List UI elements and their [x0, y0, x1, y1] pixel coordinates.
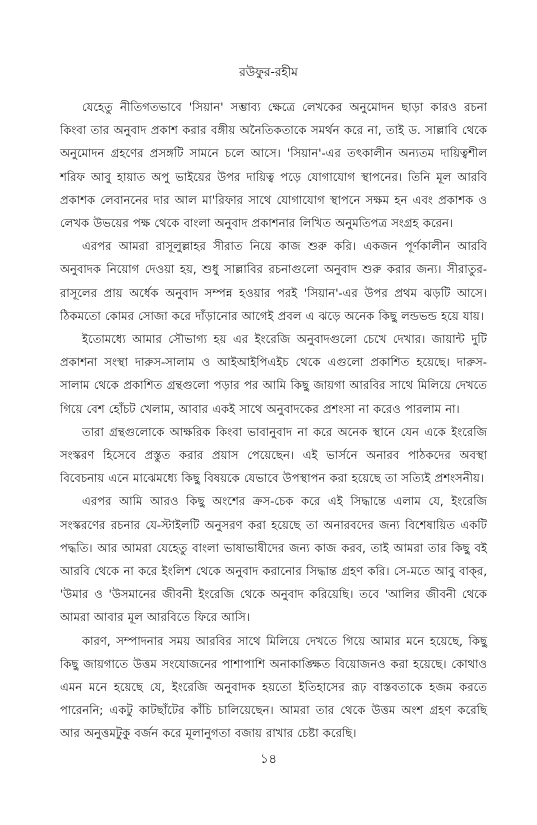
page-number: ১৪ — [260, 752, 277, 767]
paragraph-1: যেহেতু নীতিগতভাবে 'সিয়ান' সম্ভাব্য ক্ষেত্রে লেখকের অনুমোদন ছাড়া কারও রচনা কিংবা তার অনুবাদ প্রকাশ করার বঙ্গীয় অনৈতিকতাকে সমর্থন করে না, তাই ড. সাল্লাবি থেকে অনুমোদন গ্রহণের প্রসঙ্গটি সামনে চলে আসে। 'সিয়ান'-এর তৎকালীন অন্যতম দায়িত্বশীল শরিফ আবু হায়াত অপু ভাইয়ের উপর দায়িত্ব পড়ে যোগাযোগ স্থাপনের। তিনি মূল আরবি প্রকাশক লেবাননের দার আল মা'রিফার সাথে যোগাযোগ স্থাপনে সক্ষম হন এবং প্রকাশক ও লেখক উভয়ের পক্ষ থেকে বাংলা অনুবাদ প্রকাশনার লিখিত অনুমতিপত্র সংগ্রহ করেন। — [60, 100, 487, 231]
paragraph-4: তারা গ্রন্থগুলোকে আক্ষরিক কিংবা ভাবানুবাদ না করে অনেক স্থানে যেন একে ইংরেজি সংস্করণ হিসেবে প্রস্তুত করার প্রয়াস পেয়েছেন। এই ভার্সনে অনারব পাঠকদের অবস্থা বিবেচনায় এনে মাঝেমধ্যে কিছু বিষয়কে যেভাবে উপস্থাপন করা হয়েছে তা সত্যিই প্রশংসনীয়। — [60, 424, 487, 486]
paragraph-6: কারণ, সম্পাদনার সময় আরবির সাথে মিলিয়ে দেখতে গিয়ে আমার মনে হয়েছে, কিছু কিছু জায়গাতে উত্তম সংযোজনের পাশাপাশি অনাকাঙ্ক্ষিত বিয়োজনও করা হয়েছে। কোথাও এমন মনে হয়েছে যে, ইংরেজি অনুবাদক হয়তো ইতিহাসের রূঢ় বাস্তবতাকে হজম করতে পারেননি; একটু কাটছাঁটের কাঁচি চালিয়েছেন। আমরা তার থেকে উত্তম অংশ গ্রহণ করেছি আর অনুত্তমটুকু বর্জন করে মূলানুগতা বজায় রাখার চেষ্টা করেছি। — [60, 633, 487, 741]
running-head: রউফুর-রহীম — [239, 65, 298, 79]
paragraph-3: ইতোমধ্যে আমার সৌভাগ্য হয় এর ইংরেজি অনুবাদগুলো চেখে দেখার। জায়ান্ট দুটি প্রকাশনা সংস্থা দারুস-সালাম ও আইআইপিএইচ থেকে এগুলো প্রকাশিত হয়েছে। দারুস-সালাম থেকে প্রকাশিত গ্রন্থগুলো পড়ার পর আমি কিছু জায়গা আরবির সাথে মিলিয়ে দেখতে গিয়ে বেশ হোঁচট খেলাম, আবার একই সাথে অনুবাদকের প্রশংসা না করেও পারলাম না। — [60, 332, 487, 416]
paragraph-5: এরপর আমি আরও কিছু অংশের ক্রস-চেক করে এই সিদ্ধান্তে এলাম যে, ইংরেজি সংস্করণের রচনার যে-স্টাইলটি অনুসরণ করা হয়েছে তা অনারবদের জন্য বিশেষায়িত একটি পদ্ধতি। আর আমরা যেহেতু বাংলা ভাষাভাষীদের জন্য কাজ করব, তাই আমরা তার কিছু বই আরবি থেকে না করে ইংলিশ থেকে অনুবাদ করানোর সিদ্ধান্ত গ্রহণ করি। সে-মতে আবু বাক্‌র, 'উমার ও 'উসমানের জীবনী ইংরেজি থেকে অনুবাদ করিয়েছি। তবে 'আলির জীবনী থেকে আমরা আবার মূল আরবিতে ফিরে আসি। — [60, 494, 487, 625]
body-text — [60, 96, 487, 746]
paragraph-2: এরপর আমরা রাসূলুল্লাহর সীরাত নিয়ে কাজ শুরু করি। একজন পূর্ণকালীন আরবি অনুবাদক নিয়োগ দেওয়া হয়, শুধু সাল্লাবির রচনাগুলো অনুবাদ শুরু করার জন্য। সীরাতুর-রাসূলের প্রায় অর্ধেক অনুবাদ সম্পন্ন হওয়ার পরই 'সিয়ান'-এর উপর প্রথম ঝড়টি আসে। ঠিকমতো কোমর সোজা করে দাঁড়ানোর আগেই প্রবল এ ঝড়ে অনেক কিছু লন্ডভন্ড হয়ে যায়। — [60, 239, 487, 323]
